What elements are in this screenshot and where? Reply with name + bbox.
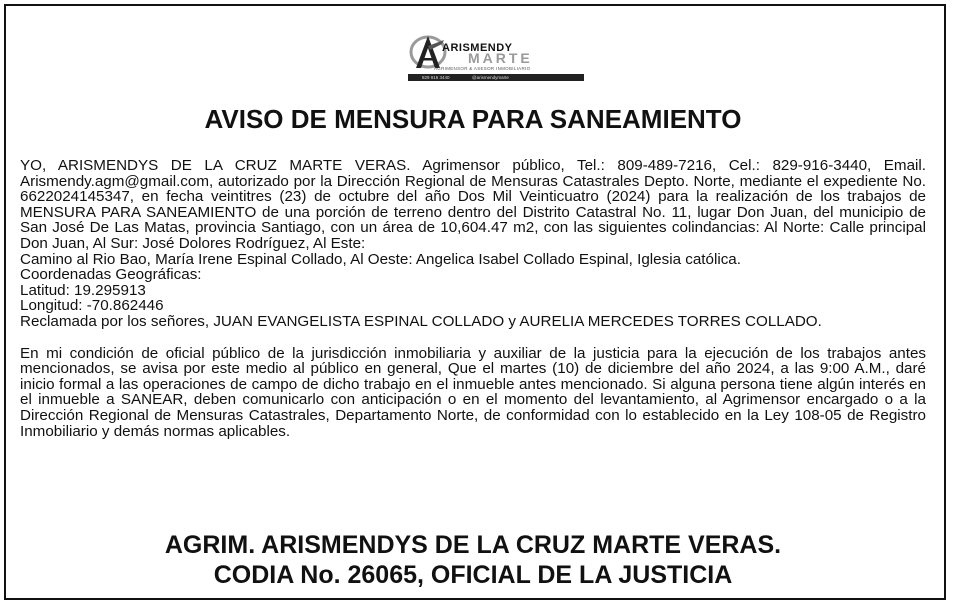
logo-handle: @arismendymarte: [472, 75, 509, 80]
body-longitude: Longitud: -70.862446: [20, 297, 164, 315]
logo-subname: MARTE: [468, 50, 533, 66]
logo-phone: 829 916 3440: [422, 75, 450, 80]
body-paragraph-intro: YO, ARISMENDYS DE LA CRUZ MARTE VERAS. Agrimensor público, Tel.: 809-489-7216, Cel.: 829-916-3440, Email. Arismendy.agm@gmail.com, autorizado por la Dirección Regional de Mensuras Catastrales Depto. Norte, mediante el expediente No. 6622024145347, en fecha veintitres (23) de octubre del año Dos Mil Veinticuatro (2024) para la realización de los trabajos de MENSURA PARA SANEAMIENTO de una porción de terreno dentro del Distrito Catastral No. 11, lugar Don Juan, del municipio de San José De Las Matas, provincia Santiago, con un área de 10,604.47 m2, con las siguientes colindancias: Al Norte: Calle principal Don Juan, Al Sur: José Dolores Rodríguez, Al Este:: [20, 157, 926, 252]
signature-credential: CODIA No. 26065, OFICIAL DE LA JUSTICIA: [213, 561, 733, 589]
logo-name: ARISMENDY: [442, 42, 513, 54]
signature-name: AGRIM. ARISMENDYS DE LA CRUZ MARTE VERAS.: [164, 531, 782, 559]
notice-title: AVISO DE MENSURA PARA SANEAMIENTO: [204, 104, 742, 134]
company-logo: [408, 30, 584, 82]
body-latitude: Latitud: 19.295913: [20, 281, 146, 299]
logo-tagline: AGRIMENSOR & ASESOR INMOBILIARIO: [434, 66, 531, 71]
logo-contact-bar: [408, 74, 584, 81]
body-paragraph-notice: En mi condición de oficial público de la jurisdicción inmobiliaria y auxiliar de la justicia para la ejecución de los trabajos antes mencionados, se avisa por este medio al público en general, Que el martes (10) de diciembre del año 2024, a las 9:00 A.M., daré inicio formal a las operaciones de campo de dicho trabajo en el inmueble antes mencionado. Si alguna persona tiene algún interés en el inmueble a SANEAR, deben comunicarlo con anticipación o en el momento del levantamiento, al Agrimensor encargado o a la Dirección Regional de Mensuras Catastrales, Departamento Norte, de conformidad con lo establecido en la Ley 108-05 de Registro Inmobiliario y demás normas aplicables.: [20, 344, 926, 440]
body-paragraph-boundaries: Camino al Rio Bao, María Irene Espinal Collado, Al Oeste: Angelica Isabel Collado Espinal, Iglesia católica.: [20, 250, 741, 268]
body-claimants: Reclamada por los señores, JUAN EVANGELISTA ESPINAL COLLADO y AURELIA MERCEDES TORRES COLLADO.: [20, 312, 822, 330]
body-coordinates-heading: Coordenadas Geográficas:: [20, 266, 202, 284]
notice-body: [20, 158, 926, 439]
